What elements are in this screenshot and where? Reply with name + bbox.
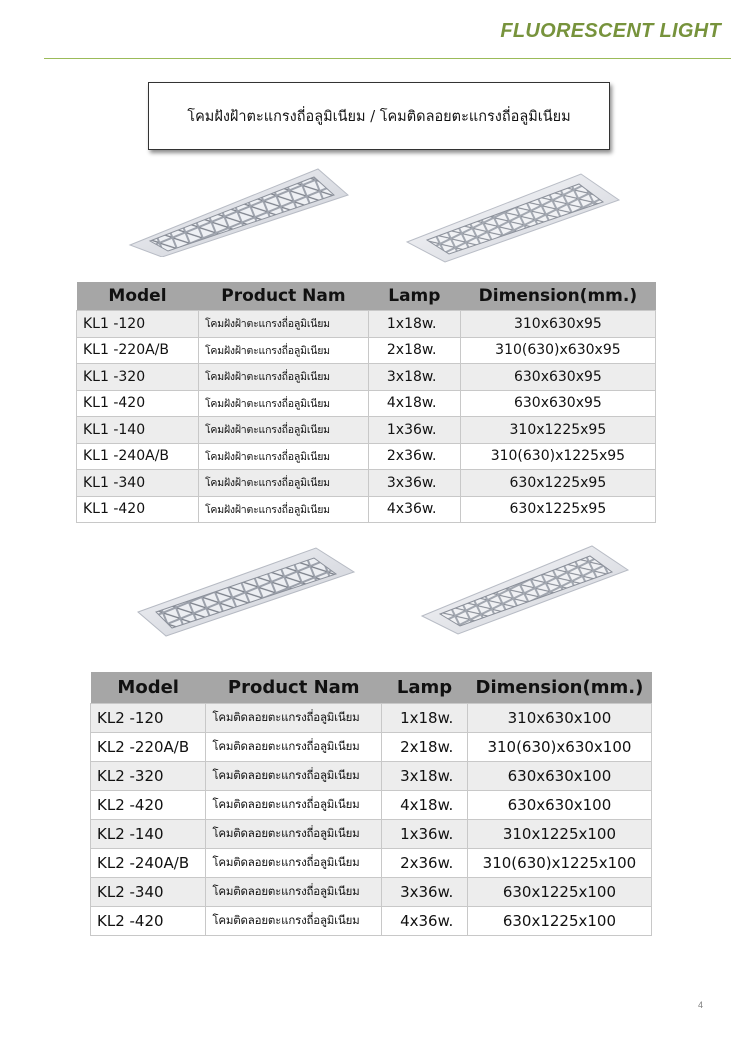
cell-dimension: 630x630x100 <box>467 791 651 820</box>
cell-model: KL2 -140 <box>91 820 206 849</box>
table-row <box>77 311 656 338</box>
column-header-lamp: Lamp <box>368 282 460 311</box>
cell-model: KL2 -420 <box>91 791 206 820</box>
table-row <box>91 820 652 849</box>
cell-lamp: 2x36w. <box>382 849 468 878</box>
page-number: 4 <box>697 1000 703 1010</box>
column-header-product-name: Product Nam <box>206 672 382 704</box>
cell-dimension: 310(630)x630x95 <box>460 337 655 364</box>
cell-lamp: 2x18w. <box>382 733 468 762</box>
table-row <box>91 878 652 907</box>
table-row <box>91 733 652 762</box>
cell-product-name: โคมฝังฝ้าตะแกรงถี่อลูมิเนียม <box>198 311 368 338</box>
cell-lamp: 4x36w. <box>382 907 468 936</box>
cell-model: KL1 -420 <box>77 390 199 417</box>
cell-dimension: 630x1225x95 <box>460 496 655 523</box>
cell-dimension: 310(630)x630x100 <box>467 733 651 762</box>
table-row <box>91 907 652 936</box>
column-header-dimension: Dimension(mm.) <box>460 282 655 311</box>
cell-lamp: 3x18w. <box>382 762 468 791</box>
table-row <box>77 470 656 497</box>
cell-lamp: 1x36w. <box>382 820 468 849</box>
cell-product-name: โคมติดลอยตะแกรงถี่อลูมิเนียม <box>206 907 382 936</box>
cell-product-name: โคมฝังฝ้าตะแกรงถี่อลูมิเนียม <box>198 337 368 364</box>
cell-dimension: 310x630x100 <box>467 704 651 733</box>
cell-product-name: โคมติดลอยตะแกรงถี่อลูมิเนียม <box>206 791 382 820</box>
cell-dimension: 630x630x95 <box>460 390 655 417</box>
table-row <box>77 417 656 444</box>
page-title: FLUORESCENT LIGHT <box>500 20 721 42</box>
cell-model: KL1 -340 <box>77 470 199 497</box>
cell-dimension: 630x630x100 <box>467 762 651 791</box>
cell-model: KL2 -320 <box>91 762 206 791</box>
product-table-surface <box>90 672 652 936</box>
column-header-lamp: Lamp <box>382 672 468 704</box>
cell-model: KL1 -120 <box>77 311 199 338</box>
cell-lamp: 4x18w. <box>382 791 468 820</box>
table-row <box>91 762 652 791</box>
cell-lamp: 2x18w. <box>368 337 460 364</box>
surface-louver-lamp-photo-icon <box>420 544 632 636</box>
cell-product-name: โคมติดลอยตะแกรงถี่อลูมิเนียม <box>206 849 382 878</box>
cell-lamp: 1x36w. <box>368 417 460 444</box>
cell-lamp: 1x18w. <box>368 311 460 338</box>
cell-lamp: 1x18w. <box>382 704 468 733</box>
cell-model: KL2 -420 <box>91 907 206 936</box>
cell-dimension: 310(630)x1225x95 <box>460 443 655 470</box>
product-table-recessed <box>76 282 656 523</box>
cell-dimension: 310x1225x100 <box>467 820 651 849</box>
cell-lamp: 3x18w. <box>368 364 460 391</box>
cell-dimension: 630x1225x100 <box>467 907 651 936</box>
cell-model: KL1 -220A/B <box>77 337 199 364</box>
cell-product-name: โคมติดลอยตะแกรงถี่อลูมิเนียม <box>206 704 382 733</box>
cell-product-name: โคมฝังฝ้าตะแกรงถี่อลูมิเนียม <box>198 364 368 391</box>
cell-product-name: โคมติดลอยตะแกรงถี่อลูมิเนียม <box>206 733 382 762</box>
cell-product-name: โคมฝังฝ้าตะแกรงถี่อลูมิเนียม <box>198 417 368 444</box>
recessed-louver-lamp-photo-icon <box>136 546 358 638</box>
column-header-product-name: Product Nam <box>198 282 368 311</box>
cell-model: KL1 -320 <box>77 364 199 391</box>
cell-dimension: 630x1225x100 <box>467 878 651 907</box>
cell-dimension: 630x1225x95 <box>460 470 655 497</box>
cell-product-name: โคมฝังฝ้าตะแกรงถี่อลูมิเนียม <box>198 443 368 470</box>
cell-model: KL1 -420 <box>77 496 199 523</box>
cell-lamp: 4x36w. <box>368 496 460 523</box>
caption-box <box>148 82 610 150</box>
table-row <box>91 704 652 733</box>
column-header-dimension: Dimension(mm.) <box>467 672 651 704</box>
cell-product-name: โคมติดลอยตะแกรงถี่อลูมิเนียม <box>206 762 382 791</box>
recessed-louver-lamp-photo-icon <box>128 165 350 257</box>
table-header-row <box>91 672 652 704</box>
cell-product-name: โคมติดลอยตะแกรงถี่อลูมิเนียม <box>206 820 382 849</box>
cell-product-name: โคมฝังฝ้าตะแกรงถี่อลูมิเนียม <box>198 390 368 417</box>
table-row <box>91 849 652 878</box>
cell-dimension: 630x630x95 <box>460 364 655 391</box>
cell-model: KL2 -340 <box>91 878 206 907</box>
table-header-row <box>77 282 656 311</box>
column-header-model: Model <box>91 672 206 704</box>
cell-product-name: โคมฝังฝ้าตะแกรงถี่อลูมิเนียม <box>198 470 368 497</box>
cell-lamp: 2x36w. <box>368 443 460 470</box>
cell-dimension: 310x630x95 <box>460 311 655 338</box>
cell-model: KL2 -240A/B <box>91 849 206 878</box>
cell-lamp: 3x36w. <box>382 878 468 907</box>
table-row <box>77 443 656 470</box>
cell-lamp: 4x18w. <box>368 390 460 417</box>
table-row <box>91 791 652 820</box>
cell-model: KL2 -220A/B <box>91 733 206 762</box>
caption-text: โคมฝังฝ้าตะแกรงถี่อลูมิเนียม / โคมติดลอยตะแกรงถี่อลูมิเนียม <box>187 108 571 125</box>
table-row <box>77 496 656 523</box>
cell-dimension: 310(630)x1225x100 <box>467 849 651 878</box>
cell-model: KL1 -140 <box>77 417 199 444</box>
cell-product-name: โคมฝังฝ้าตะแกรงถี่อลูมิเนียม <box>198 496 368 523</box>
header-divider <box>44 58 731 59</box>
table-row <box>77 364 656 391</box>
cell-product-name: โคมติดลอยตะแกรงถี่อลูมิเนียม <box>206 878 382 907</box>
cell-model: KL2 -120 <box>91 704 206 733</box>
cell-dimension: 310x1225x95 <box>460 417 655 444</box>
table-row <box>77 337 656 364</box>
cell-lamp: 3x36w. <box>368 470 460 497</box>
column-header-model: Model <box>77 282 199 311</box>
surface-louver-lamp-photo-icon <box>405 172 623 264</box>
table-row <box>77 390 656 417</box>
cell-model: KL1 -240A/B <box>77 443 199 470</box>
